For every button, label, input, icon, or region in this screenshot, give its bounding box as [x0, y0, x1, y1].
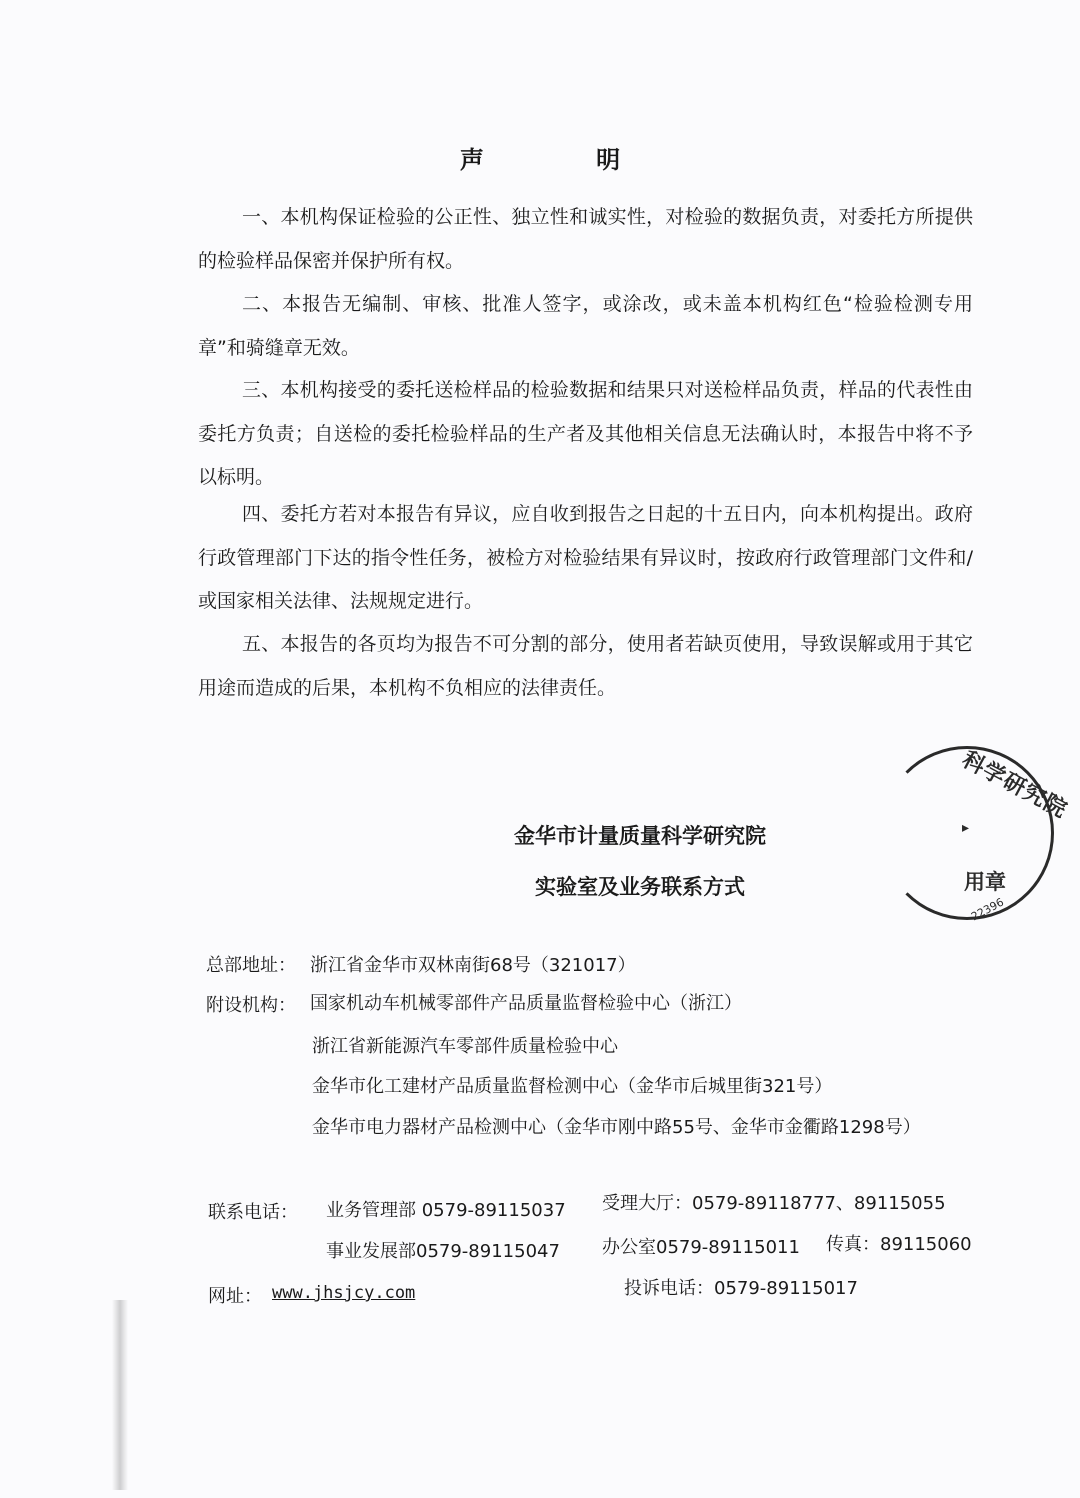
website-label: 网址：: [208, 1286, 262, 1307]
business-management-phone: 业务管理部 0579-89115037: [326, 1200, 566, 1221]
seal-number: 22396: [968, 895, 1007, 924]
scan-artifact: [112, 1300, 128, 1490]
declaration-item-3: 三、本机构接受的委托送检样品的检验数据和结果只对送检样品负责，样品的代表性由委托方负责；自送检的委托检验样品的生产者及其他相关信息无法确认时，本报告中将不予以标明。: [198, 379, 973, 488]
office-phone: 办公室0579-89115011: [602, 1237, 800, 1258]
phone-label: 联系电话：: [208, 1202, 298, 1223]
seal-bottom-text: 用章: [964, 870, 1006, 894]
fax-number: 传真：89115060: [826, 1234, 972, 1255]
declaration-item-2: 二、本报告无编制、审核、批准人签字，或涂改，或未盖本机构红色“检验检测专用章”和骑缝章无效。: [198, 293, 973, 359]
seal-star-icon: ▸: [962, 820, 970, 836]
affiliate-item: 浙江省新能源汽车零部件质量检验中心: [312, 1036, 618, 1057]
declaration-title: 声 明: [459, 146, 673, 174]
affiliates-label: 附设机构：: [206, 995, 296, 1016]
website-link[interactable]: www.jhsjcy.com: [272, 1283, 416, 1303]
affiliate-item: 国家机动车机械零部件产品质量监督检验中心（浙江）: [310, 993, 742, 1014]
declaration-item-1: 一、本机构保证检验的公正性、独立性和诚实性，对检验的数据负责，对委托方所提供的检验样品保密并保护所有权。: [198, 206, 973, 272]
organization-subtitle: 实验室及业务联系方式: [535, 875, 745, 899]
affiliate-item: 金华市电力器材产品检测中心（金华市刚中路55号、金华市金衢路1298号）: [312, 1117, 921, 1138]
organization-name: 金华市计量质量科学研究院: [514, 824, 766, 848]
seal-arc-text: 科学研究院: [957, 747, 1072, 824]
address-label: 总部地址：: [206, 955, 296, 976]
address-value: 浙江省金华市双林南街68号（321017）: [310, 955, 636, 976]
development-phone: 事业发展部0579-89115047: [326, 1241, 560, 1262]
complaint-phone: 投诉电话：0579-89115017: [624, 1278, 858, 1299]
declaration-item-4: 四、委托方若对本报告有异议，应自收到报告之日起的十五日内，向本机构提出。政府行政管理部门下达的指令性任务，被检方对检验结果有异议时，按政府行政管理部门文件和/或国家相关法律、法规规定进行。: [198, 503, 973, 612]
declaration-item-5: 五、本报告的各页均为报告不可分割的部分，使用者若缺页使用，导致误解或用于其它用途而造成的后果，本机构不负相应的法律责任。: [198, 633, 973, 699]
affiliate-item: 金华市化工建材产品质量监督检测中心（金华市后城里街321号）: [312, 1076, 833, 1097]
reception-phone: 受理大厅：0579-89118777、89115055: [602, 1193, 946, 1214]
